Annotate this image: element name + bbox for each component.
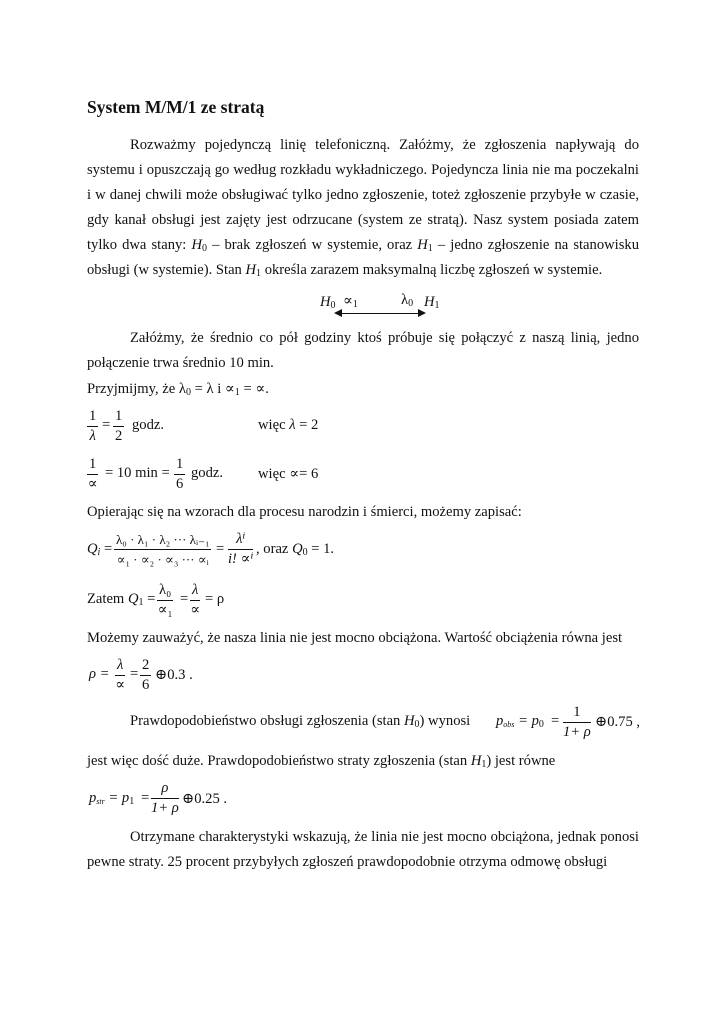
lambda-rate-label: $\lambda_0$: [401, 292, 414, 309]
arrowhead-right-icon: [418, 309, 426, 317]
transition-arrow: [340, 313, 422, 314]
paragraph-conclusion: Otrzymane charakterystyki wskazują, że linia nie jest mocno obciążona, jednak ponosi pewne straty. 25 procent przybyłych zgłoszeń prawdopodobnie otrzyma odmowę obsługi: [87, 829, 639, 870]
paragraph-loss-probability: jest więc dość duże. Prawdopodobieństwo straty zgłoszenia (stan $H_1$) jest równe: [87, 753, 556, 770]
arrowhead-left-icon: [334, 309, 342, 317]
state-h1: $H_1$: [424, 294, 440, 311]
paragraph-birth-death: Opierając się na wzorach dla procesu narodzin i śmierci, możemy zapisać:: [87, 504, 522, 520]
paragraph-definitions: Przyjmijmy, że $\lambda_0 = \lambda$ $i \propto_1$ = ∝.: [87, 381, 269, 398]
paragraph-load: Możemy zauważyć, że nasza linia nie jest mocno obciążona. Wartość obciążenia równa jest: [87, 630, 623, 646]
mu-rate-label: $\propto_1$: [343, 293, 358, 310]
document-page: System M/M/1 ze stratą Rozważmy pojedynczą linię telefoniczną. Załóżmy, że zgłoszenia napływają do systemu i opuszczają go według rozkładu wykładniczego. Pojedyncza linia nie ma poczekalni i w danej chwili może obsługiwać tylko jedno zgłoszenie, toteż zgłoszenie przybyłe w czasie, gdy kanał obsługi jest zajęty jest odrzucane (system ze stratą). Nasz system posiada zatem tylko dwa stany: $H_0$ – brak zgłoszeń w systemie, oraz $H_1$ – jedno zgłoszenie na stanowisku obsługi (w systemie). Stan $H_1$ określa zarazem maksymalną liczbę zgłoszeń w systemie. $H_0$ $\propto_1$ $\lambda_0$ $H_1$ Załóżmy, że średnio co pół godziny ktoś próbuje się połączyć z naszą linią, jedno połączenie trwa średnio 10 min. Przyjmijmy, że $\lambda_0 = \lambda$ $i \propto_1$ = ∝. $\frac{1}{\lambda}$ = $\frac{1}{2}$ godz. więc λ = 2 1 ∝ = 10 min = $\frac{1}{6}$ godz. więc ∝= 6 Opierając się na wzorach dla procesu narodzin i śmierci, możemy zapisać: $Q_i$ = $\frac{\text{λ₀ · λ₁ · λ₂ ··· λᵢ₋₁}}{\text{∝₁ · ∝₂ · ∝₃ ··· ∝ᵢ}}$ = $\frac{\text{λⁱ}}{\text{i! ∝ⁱ}}$ , oraz $Q_0 = 1$. Zatem $Q_1$ = λ₀ ∝₁ = λ ∝ = ρ Możemy zauważyć, że nasza linia nie jest mocno obciążona. Wartość obciążenia równa jest ρ = λ ∝ = $\frac{2}{6}$ ⊕0.3 . Prawdopodobieństwo obsługi zgłoszenia (stan $H_0$) wynosi $p_{obs} = p_0$ = $\frac{1}{1+ \rho}$ ⊕0.75 , jest więc dość duże. Prawdopodobieństwo straty zgłoszenia (stan $H_1$) jest równe $p_{str} = p_1$ = $\frac{\rho}{1+ \rho}$ ⊕0.25 . Otrzymane charakterystyki wskazują, że linia nie jest mocno obciążona, jednak ponosi pewne straty. 25 procent przybyłych zgłoszeń prawdopodobnie otrzyma odmowę obsługi: [0, 0, 724, 1024]
paragraph-assumption: Załóżmy, że średnio co pół godziny ktoś próbuje się połączyć z naszą linią, jedno połączenie trwa średnio 10 min.: [87, 330, 639, 371]
section-title: System M/M/1 ze stratą: [87, 97, 265, 117]
state-h0: $H_0$: [320, 294, 336, 311]
paragraph-intro: Rozważmy pojedynczą linię telefoniczną. Załóżmy, że zgłoszenia napływają do systemu i opuszczają go według rozkładu wykładniczego. Pojedyncza linia nie ma poczekalni i w danej chwili może obsługiwać tylko jedno zgłoszenie, toteż zgłoszenie przybyłe w czasie, gdy kanał obsługi jest zajęty jest odrzucane (system ze stratą). Nasz system posiada zatem tylko dwa stany: $H_0$ – brak zgłoszeń w systemie, oraz $H_1$ – jedno zgłoszenie na stanowisku obsługi (w systemie). Stan $H_1$ określa zarazem maksymalną liczbę zgłoszeń w systemie.: [87, 137, 639, 279]
